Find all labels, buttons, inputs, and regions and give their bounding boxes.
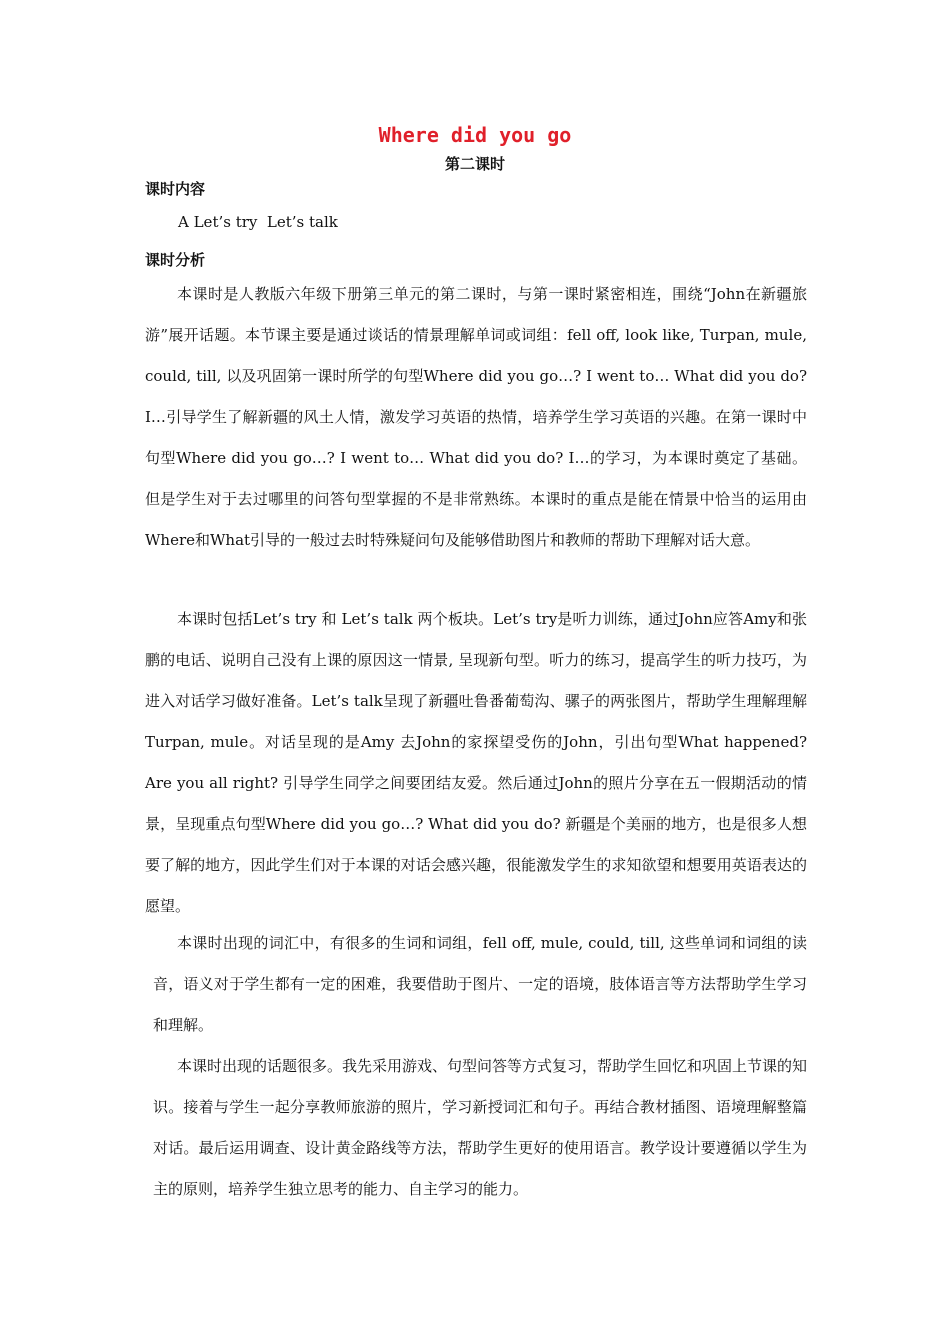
lesson-items: A Let’s try Let’s talk xyxy=(178,213,338,231)
paragraph: 本课时是人教版六年级下册第三单元的第二课时，与第一课时紧密相连，围绕“John在新疆旅游”展开话题。本节课主要是通过谈话的情景理解单词或词组：fell off, look like, Turpan, mule, could, till, 以及巩固第一课时所学的句型Where did you go…? I went to… What did you do? I…引导学生了解新疆的风土人情，激发学习英语的热情，培养学生学习英语的兴趣。在第一课时中句型Where did you go…? I went to… What did you do? I…的学习，为本课时奠定了基础。但是学生对于去过哪里的问答句型掌握的不是非常熟练。本课时的重点是能在情景中恰当的运用由Where和What引导的一般过去时特殊疑问句及能够借助图片和教师的帮助下理解对话大意。 xyxy=(145,285,807,549)
document-title: Where did you go xyxy=(378,123,572,147)
paragraph: 本课时出现的词汇中，有很多的生词和词组，fell off, mule, could, till, 这些单词和词组的读音，语义对于学生都有一定的困难，我要借助于图片、一定的语境，肢体语言等方法帮助学生学习和理解。 xyxy=(153,934,807,1034)
document-subtitle: 第二课时 xyxy=(444,155,505,173)
paragraph: 本课时包括Let’s try 和 Let’s talk 两个板块。Let’s try是听力训练，通过John应答Amy和张鹏的电话、说明自己没有上课的原因这一情景, 呈现新句型。听力的练习，提高学生的听力技巧，为进入对话学习做好准备。Let’s talk呈现了新疆吐鲁番葡萄沟、骡子的两张图片，帮助学生理解理解Turpan, mule。对话呈现的是Amy 去John的家探望受伤的John，引出句型What happened? Are you all right? 引导学生同学之间要团结友爱。然后通过John的照片分享在五一假期活动的情景，呈现重点句型Where did you go…? What did you do? 新疆是个美丽的地方，也是很多人想要了解的地方，因此学生们对于本课的对话会感兴趣，很能激发学生的求知欲望和想要用英语表达的愿望。 xyxy=(145,610,808,915)
paragraph: 本课时出现的话题很多。我先采用游戏、句型问答等方式复习，帮助学生回忆和巩固上节课的知识。接着与学生一起分享教师旅游的照片，学习新授词汇和句子。再结合教材插图、语境理解整篇对话。最后运用调查、设计黄金路线等方法，帮助学生更好的使用语言。教学设计要遵循以学生为主的原则，培养学生独立思考的能力、自主学习的能力。 xyxy=(153,1057,808,1198)
section-heading-analysis: 课时分析 xyxy=(145,251,206,269)
section-heading-content: 课时内容 xyxy=(145,180,206,198)
